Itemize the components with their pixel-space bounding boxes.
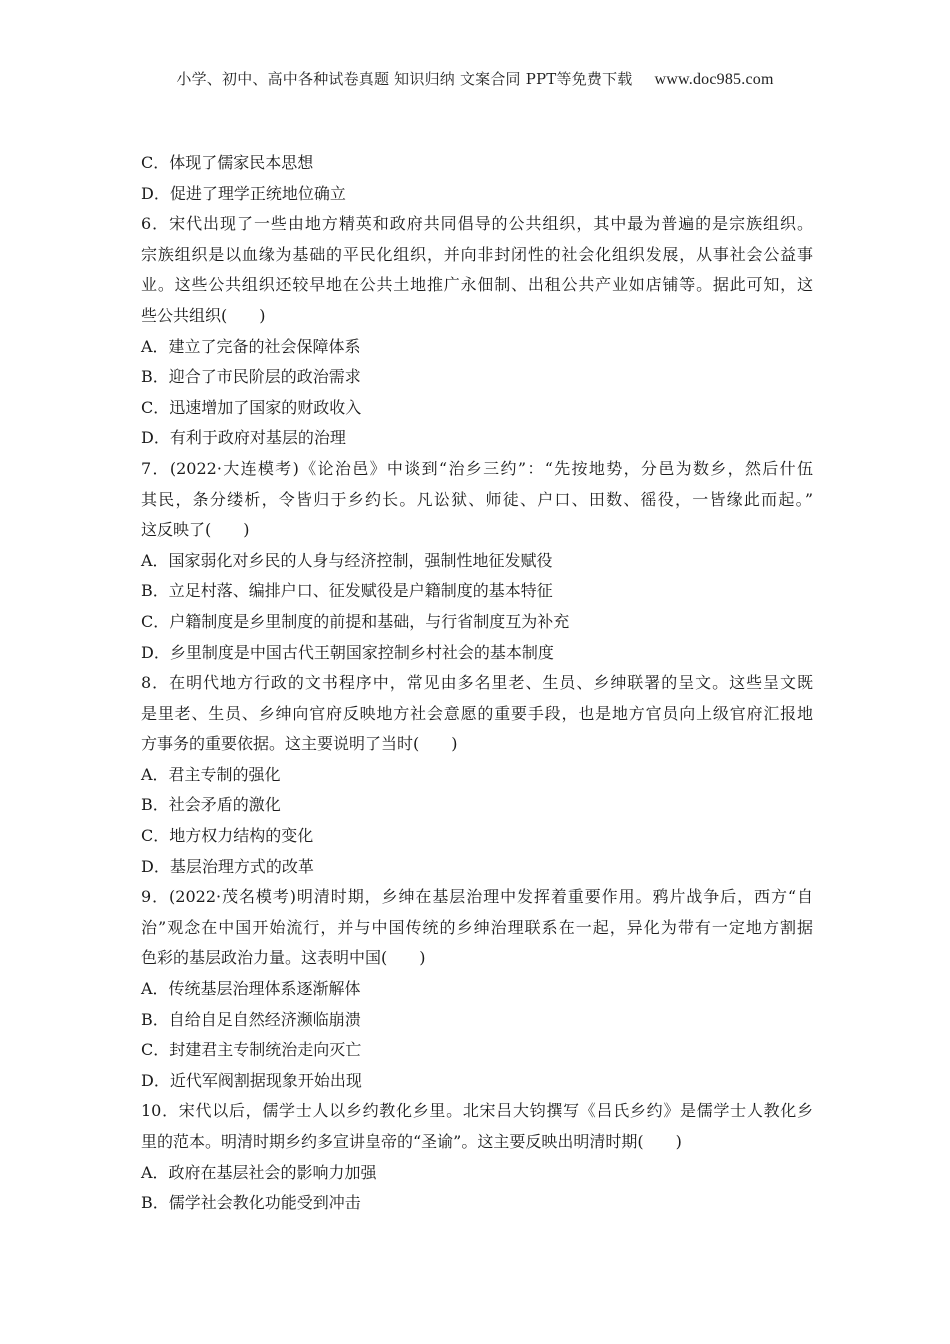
- option-c: C．迅速增加了国家的财政收入: [141, 397, 362, 417]
- option-b: B．社会矛盾的激化: [141, 795, 281, 815]
- header-text: 小学、初中、高中各种试卷真题 知识归纳 文案合同 PPT等免费下载: [176, 70, 633, 88]
- question-8: [141, 668, 813, 882]
- option-a: A．建立了完备的社会保障体系: [141, 336, 361, 356]
- stem-line: 这反映了( ): [141, 520, 250, 540]
- stem-line: 9．(2022·茂名模考)明清时期，乡绅在基层治理中发挥着重要作用。鸦片战争后，西方“自: [141, 887, 813, 907]
- option-a: A．君主专制的强化: [141, 764, 281, 784]
- stem-line: 是里老、生员、乡绅向官府反映地方社会意愿的重要手段，也是地方官员向上级官府汇报地: [141, 703, 813, 723]
- question-stem: [141, 882, 813, 974]
- document-body: [141, 148, 813, 1219]
- option-c: C．户籍制度是乡里制度的前提和基础，与行省制度互为补充: [141, 611, 570, 631]
- stem-line: 方事务的重要依据。这主要说明了当时( ): [141, 734, 458, 754]
- question-6: [141, 209, 813, 454]
- stem-line: 宗族组织是以血缘为基础的平民化组织，并向非封闭性的社会化组织发展，从事社会公益事: [141, 244, 813, 264]
- option-a: A．政府在基层社会的影响力加强: [141, 1162, 377, 1182]
- question-stem: [141, 454, 813, 546]
- option-d: D．乡里制度是中国古代王朝国家控制乡村社会的基本制度: [141, 642, 554, 662]
- stem-line: 8．在明代地方行政的文书程序中，常见由多名里老、生员、乡绅联署的呈文。这些呈文既: [141, 673, 813, 693]
- option-b: B．自给自足自然经济濒临崩溃: [141, 1009, 361, 1029]
- option-b: B．儒学社会教化功能受到冲击: [141, 1193, 361, 1213]
- option-c: C．体现了儒家民本思想: [141, 153, 314, 172]
- question-9: [141, 882, 813, 1096]
- option-d: D．基层治理方式的改革: [141, 856, 314, 876]
- stem-line: 7．(2022·大连模考)《论治邑》中谈到“治乡三约”：“先按地势，分邑为数乡，然后什伍: [141, 458, 813, 478]
- option-d: D．有利于政府对基层的治理: [141, 428, 346, 448]
- header-site: www.doc985.com: [654, 71, 774, 88]
- stem-line: 10．宋代以后，儒学士人以乡约教化乡里。北宋吕大钧撰写《吕氏乡约》是儒学士人教化乡: [141, 1101, 813, 1121]
- stem-line: 里的范本。明清时期乡约多宣讲皇帝的“圣谕”。这主要反映出明清时期( ): [141, 1132, 682, 1151]
- question-stem: [141, 1096, 813, 1157]
- stem-line: 业。这些公共组织还较早地在公共土地推广永佃制、出租公共产业如店铺等。据此可知，这: [141, 275, 813, 295]
- stem-line: 6．宋代出现了一些由地方精英和政府共同倡导的公共组织，其中最为普遍的是宗族组织。: [141, 214, 813, 234]
- option-c: C．地方权力结构的变化: [141, 826, 314, 846]
- question-7: [141, 454, 813, 668]
- question-stem: [141, 668, 813, 760]
- stem-line: 其民，条分缕析，令皆归于乡约长。凡讼狱、师徒、户口、田数、徭役，一皆缘此而起。”: [141, 489, 813, 509]
- option-c: C．封建君主专制统治走向灭亡: [141, 1040, 362, 1060]
- option-a: A．国家弱化对乡民的人身与经济控制，强制性地征发赋役: [141, 550, 553, 570]
- page-header: [0, 68, 950, 89]
- option-d: D．近代军阀割据现象开始出现: [141, 1070, 362, 1090]
- stem-line: 色彩的基层政治力量。这表明中国( ): [141, 948, 426, 968]
- stem-line: 些公共组织( ): [141, 305, 266, 325]
- stem-line: 治”观念在中国开始流行，并与中国传统的乡绅治理联系在一起，异化为带有一定地方割据: [141, 917, 813, 937]
- option-b: B．迎合了市民阶层的政治需求: [141, 367, 361, 387]
- option-b: B．立足村落、编排户口、征发赋役是户籍制度的基本特征: [141, 581, 553, 601]
- question-10: [141, 1096, 813, 1218]
- prev-question-options: [141, 148, 813, 209]
- option-d: D．促进了理学正统地位确立: [141, 183, 346, 203]
- question-stem: [141, 209, 813, 331]
- option-a: A．传统基层治理体系逐渐解体: [141, 979, 361, 999]
